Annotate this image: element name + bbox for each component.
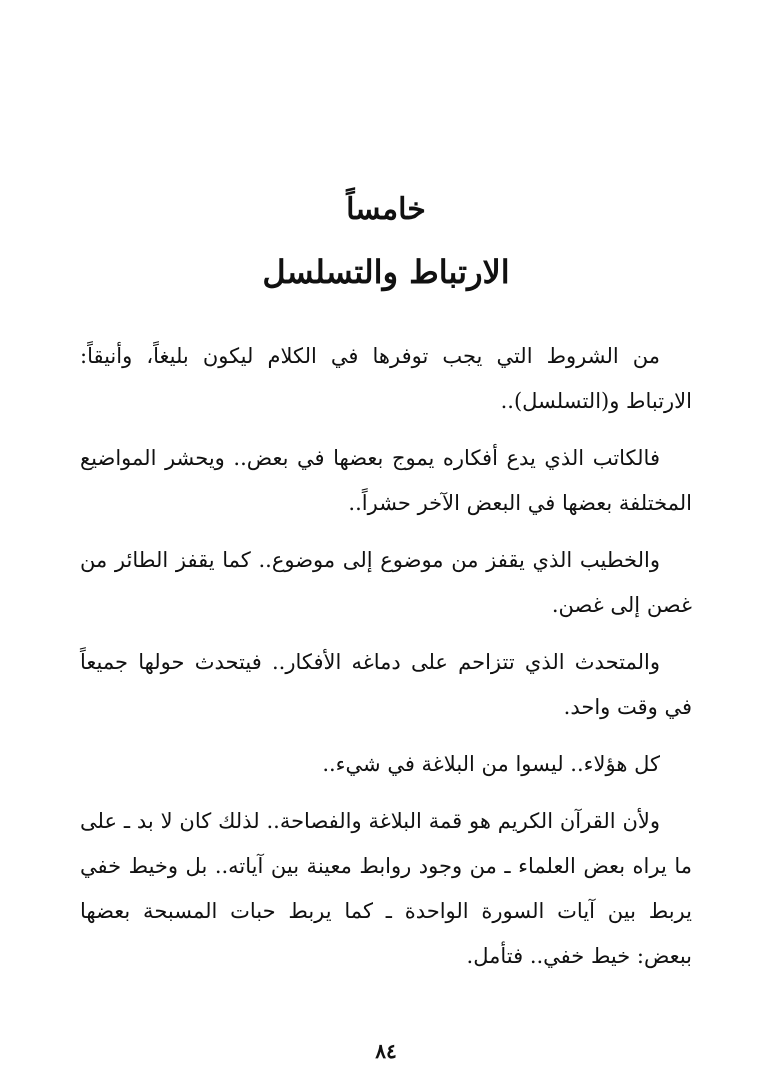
paragraph-quran: ولأن القرآن الكريم هو قمة البلاغة والفصاحة.. لذلك كان لا بد ـ على ما يراه بعض العلماء ـ من وجود روابط معينة بين آياته.. بل وخيط خفي يربط بين آيات السورة الواحدة ـ كما يربط حبات المسبحة بعضها ببعض: خيط خفي.. فتأمل. xyxy=(80,809,692,968)
paragraph-orator: والخطيب الذي يقفز من موضوع إلى موضوع.. كما يقفز الطائر من غصن إلى غصن. xyxy=(80,548,692,617)
body-text xyxy=(80,334,692,991)
section-title-heading: الارتباط والتسلسل xyxy=(262,253,510,291)
section-number-heading: خامساً xyxy=(346,192,426,227)
paragraph-writer: فالكاتب الذي يدع أفكاره يموج بعضها في بعض.. ويحشر المواضيع المختلفة بعضها في البعض الآخر حشراً.. xyxy=(80,446,692,515)
page-number: ٨٤ xyxy=(375,1039,397,1063)
paragraph-conditions: من الشروط التي يجب توفرها في الكلام ليكون بليغاً، وأنيقاً: الارتباط و(التسلسل).. xyxy=(80,344,692,413)
paragraph-speaker: والمتحدث الذي تتزاحم على دماغه الأفكار.. فيتحدث حولها جميعاً في وقت واحد. xyxy=(80,650,692,719)
paragraph-all-these: كل هؤلاء.. ليسوا من البلاغة في شيء.. xyxy=(322,752,660,776)
